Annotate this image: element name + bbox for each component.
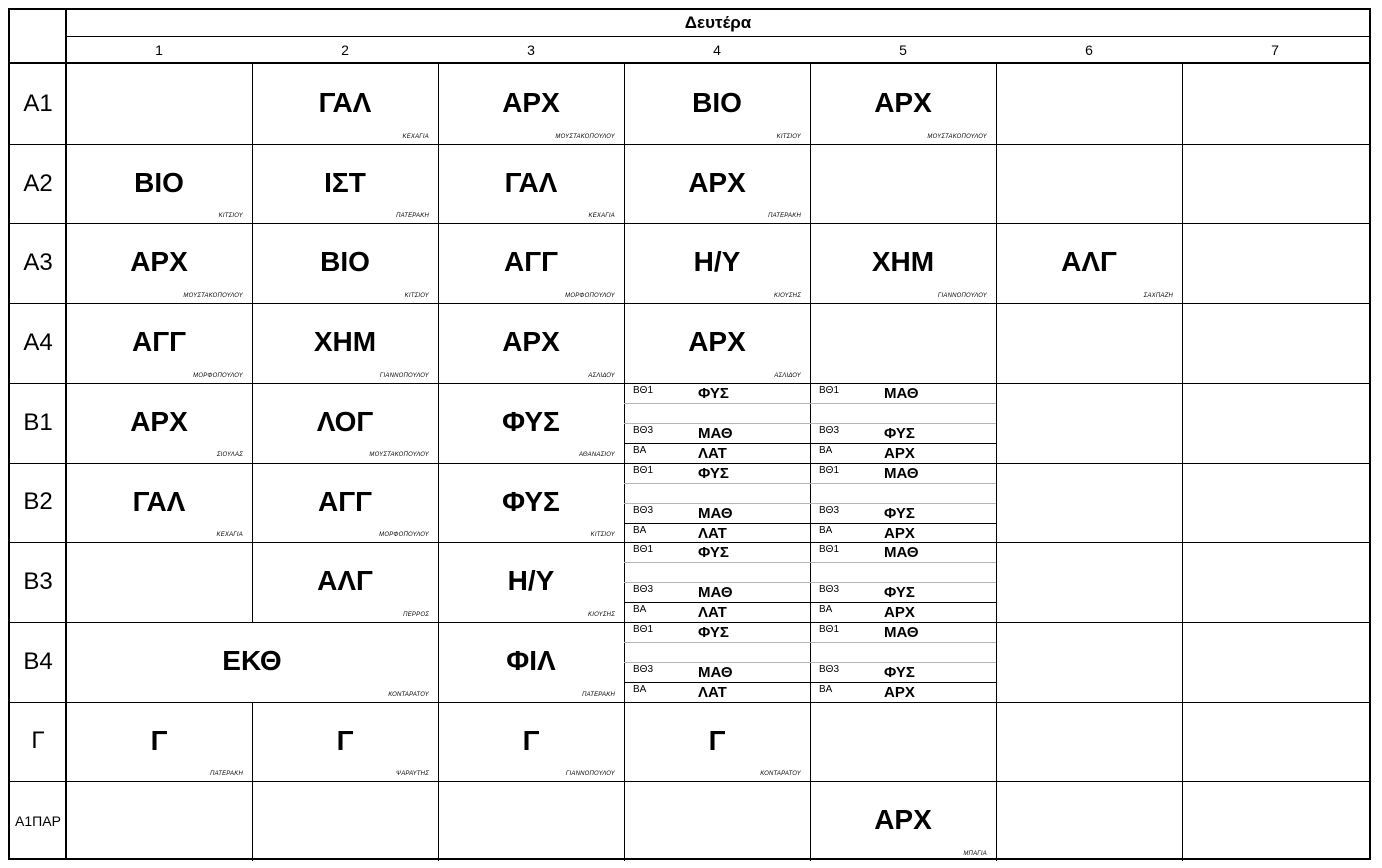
group-slot[interactable]	[810, 643, 996, 663]
group-slot[interactable]	[810, 464, 996, 484]
group-slot[interactable]	[810, 563, 996, 583]
lesson-cell[interactable]	[66, 144, 252, 224]
lesson-cell[interactable]	[252, 542, 438, 622]
period-number: 2	[341, 42, 349, 58]
lesson-subject: ΑΓΓ	[318, 485, 372, 517]
column-divider	[252, 781, 253, 861]
group-subject: ΑΡΧ	[884, 683, 915, 701]
column-divider	[996, 463, 997, 543]
lesson-cell[interactable]	[438, 622, 624, 702]
lesson-cell[interactable]	[810, 64, 996, 144]
group-split-cell[interactable]	[624, 542, 810, 622]
row-label: Β4	[23, 647, 53, 675]
group-subject: ΛΑΤ	[698, 524, 727, 542]
lesson-subject: ΓΑΛ	[504, 166, 558, 198]
lesson-subject: Γ	[522, 724, 540, 756]
lesson-subject: ΦΥΣ	[502, 405, 560, 437]
lesson-cell[interactable]	[438, 702, 624, 782]
lesson-teacher: ΜΟΥΣΤΑΚΟΠΟΥΛΟΥ	[555, 133, 615, 140]
lesson-teacher: ΚΙΟΥΣΗΣ	[774, 293, 801, 300]
group-label: ΒΑ	[633, 604, 647, 616]
column-divider	[996, 303, 997, 383]
lesson-cell[interactable]	[252, 144, 438, 224]
group-label: ΒΘ3	[819, 504, 840, 516]
lesson-subject: Γ	[336, 724, 354, 756]
lesson-teacher: ΠΑΤΕΡΑΚΗ	[210, 771, 243, 778]
column-divider	[438, 781, 439, 861]
group-slot[interactable]	[624, 683, 810, 703]
row-label: Β1	[23, 408, 53, 436]
lesson-cell[interactable]	[252, 463, 438, 543]
group-subject: ΦΥΣ	[884, 584, 915, 602]
lesson-teacher: ΚΟΝΤΑΡΑΤΟΥ	[388, 691, 429, 698]
lesson-subject: ΦΥΣ	[502, 485, 560, 517]
lesson-teacher: ΚΕΧΑΓΙΑ	[402, 133, 429, 140]
group-label: ΒΘ3	[633, 424, 654, 436]
group-label: ΒΑ	[819, 604, 833, 616]
lesson-subject: ΧΗΜ	[313, 326, 377, 358]
lesson-subject: Η/Υ	[507, 565, 555, 597]
lesson-subject: ΑΓΓ	[132, 326, 186, 358]
column-divider	[1182, 303, 1183, 383]
row-label: Γ	[31, 727, 45, 755]
column-divider	[810, 144, 811, 224]
lesson-teacher: ΨΑΡΑΥΤΗΣ	[396, 771, 429, 778]
group-subject: ΜΑΘ	[698, 663, 733, 681]
group-split-cell[interactable]	[624, 463, 810, 543]
column-divider	[996, 144, 997, 224]
lesson-teacher: ΚΙΤΣΙΟΥ	[218, 213, 243, 220]
group-label: ΒΑ	[819, 524, 833, 536]
column-divider	[1182, 781, 1183, 861]
group-slot[interactable]	[810, 623, 996, 643]
column-divider	[996, 383, 997, 463]
column-divider	[1182, 64, 1183, 144]
group-slot[interactable]	[624, 424, 810, 444]
lesson-cell[interactable]	[66, 702, 252, 782]
lesson-teacher: ΜΟΡΦΟΠΟΥΛΟΥ	[379, 532, 429, 539]
group-slot[interactable]	[624, 444, 810, 464]
group-slot[interactable]	[810, 524, 996, 544]
group-slot[interactable]	[810, 543, 996, 563]
group-slot[interactable]	[624, 384, 810, 404]
group-subject: ΑΡΧ	[884, 524, 915, 542]
group-split-cell[interactable]	[810, 622, 996, 702]
row-divider	[10, 781, 1369, 782]
group-subject: ΜΑΘ	[884, 623, 919, 641]
lesson-cell[interactable]	[438, 303, 624, 383]
group-slot[interactable]	[624, 643, 810, 663]
lesson-teacher: ΜΟΡΦΟΠΟΥΛΟΥ	[193, 372, 243, 379]
column-divider	[624, 781, 625, 861]
group-subject: ΦΥΣ	[698, 464, 729, 482]
lesson-cell[interactable]	[438, 383, 624, 463]
period-number: 5	[899, 42, 907, 58]
row-label: Β2	[23, 488, 53, 516]
group-label: ΒΘ3	[633, 663, 654, 675]
lesson-teacher: ΠΑΤΕΡΑΚΗ	[582, 691, 615, 698]
lesson-teacher: ΠΑΤΕΡΑΚΗ	[768, 213, 801, 220]
period-number: 1	[155, 42, 163, 58]
group-slot[interactable]	[624, 583, 810, 603]
group-subject: ΜΑΘ	[698, 424, 733, 442]
lesson-subject: Γ	[150, 724, 168, 756]
row-label: Α1ΠΑΡ	[15, 813, 61, 830]
lesson-teacher: ΑΘΑΝΑΣΙΟΥ	[578, 452, 615, 459]
lesson-subject: ΙΣΤ	[324, 166, 366, 198]
column-divider	[996, 781, 997, 861]
lesson-subject: ΓΑΛ	[132, 485, 186, 517]
lesson-teacher: ΣΑΧΠΑΖΗ	[1143, 293, 1173, 300]
group-slot[interactable]	[624, 543, 810, 563]
lesson-teacher: ΜΟΥΣΤΑΚΟΠΟΥΛΟΥ	[927, 133, 987, 140]
lesson-cell[interactable]	[996, 223, 1182, 303]
column-divider	[1182, 383, 1183, 463]
group-subject: ΜΑΘ	[884, 384, 919, 402]
group-label: ΒΑ	[633, 683, 647, 695]
group-subject: ΦΥΣ	[884, 424, 915, 442]
lesson-cell[interactable]	[252, 303, 438, 383]
group-slot[interactable]	[624, 663, 810, 683]
column-divider	[1182, 463, 1183, 543]
lesson-subject: ΑΡΧ	[130, 246, 188, 278]
group-subject: ΦΥΣ	[698, 384, 729, 402]
lesson-cell[interactable]	[252, 383, 438, 463]
lesson-teacher: ΚΙΤΣΙΟΥ	[590, 532, 615, 539]
lesson-teacher: ΓΙΑΝΝΟΠΟΥΛΟΥ	[565, 771, 615, 778]
lesson-subject: ΑΡΧ	[130, 405, 188, 437]
column-divider	[810, 702, 811, 782]
day-title: Δευτέρα	[684, 13, 752, 32]
group-slot[interactable]	[624, 623, 810, 643]
group-label: ΒΑ	[819, 683, 833, 695]
group-slot[interactable]	[810, 603, 996, 623]
lesson-subject: ΦΙΛ	[506, 644, 556, 676]
lesson-cell[interactable]	[66, 303, 252, 383]
group-slot[interactable]	[624, 524, 810, 544]
lesson-teacher: ΚΕΧΑΓΙΑ	[588, 213, 615, 220]
group-slot[interactable]	[810, 444, 996, 464]
column-divider	[1182, 622, 1183, 702]
group-subject: ΜΑΘ	[698, 504, 733, 522]
lesson-cell[interactable]	[438, 64, 624, 144]
lesson-cell[interactable]	[438, 542, 624, 622]
group-split-cell[interactable]	[624, 383, 810, 463]
group-subject: ΜΑΘ	[884, 464, 919, 482]
group-label: ΒΘ1	[819, 384, 840, 396]
group-slot[interactable]	[624, 603, 810, 623]
lesson-teacher: ΜΟΥΣΤΑΚΟΠΟΥΛΟΥ	[369, 452, 429, 459]
column-divider	[810, 303, 811, 383]
lesson-teacher: ΚΙΤΣΙΟΥ	[776, 133, 801, 140]
lesson-teacher: ΣΙΟΥΛΑΣ	[216, 452, 243, 459]
group-label: ΒΘ3	[633, 504, 654, 516]
lesson-cell[interactable]	[624, 223, 810, 303]
timetable-grid	[8, 8, 1371, 860]
group-label: ΒΑ	[633, 524, 647, 536]
lesson-subject: ΕΚΘ	[222, 644, 282, 676]
group-label: ΒΘ3	[819, 663, 840, 675]
group-subject: ΛΑΤ	[698, 604, 727, 622]
lesson-teacher: ΜΟΡΦΟΠΟΥΛΟΥ	[565, 293, 615, 300]
row-label: Α4	[23, 328, 53, 356]
group-slot[interactable]	[810, 424, 996, 444]
lesson-teacher: ΚΙΤΣΙΟΥ	[404, 293, 429, 300]
lesson-subject: Γ	[708, 724, 726, 756]
group-slot[interactable]	[810, 504, 996, 524]
period-number: 4	[713, 42, 721, 58]
lesson-teacher: ΜΠΑΓΙΑ	[963, 850, 987, 857]
group-slot[interactable]	[810, 663, 996, 683]
lesson-cell[interactable]	[624, 303, 810, 383]
group-subject: ΑΡΧ	[884, 604, 915, 622]
lesson-cell[interactable]	[438, 144, 624, 224]
lesson-cell[interactable]	[252, 702, 438, 782]
lesson-teacher: ΓΙΑΝΝΟΠΟΥΛΟΥ	[937, 293, 987, 300]
group-subject: ΜΑΘ	[698, 584, 733, 602]
lesson-subject: Η/Υ	[693, 246, 741, 278]
group-slot[interactable]	[810, 683, 996, 703]
column-divider	[996, 702, 997, 782]
row-label: Α1	[23, 89, 53, 117]
lesson-subject: ΓΑΛ	[318, 87, 372, 118]
lesson-cell[interactable]	[810, 223, 996, 303]
lesson-cell[interactable]	[438, 223, 624, 303]
group-slot[interactable]	[810, 404, 996, 424]
lesson-cell[interactable]	[66, 223, 252, 303]
group-slot[interactable]	[624, 464, 810, 484]
lesson-subject: ΑΛΓ	[317, 565, 373, 597]
group-split-cell[interactable]	[810, 463, 996, 543]
lesson-teacher: ΠΑΤΕΡΑΚΗ	[396, 213, 429, 220]
column-divider	[1182, 144, 1183, 224]
group-subject: ΦΥΣ	[884, 504, 915, 522]
lesson-cell[interactable]	[624, 144, 810, 224]
lesson-teacher: ΑΣΛΙΔΟΥ	[774, 372, 801, 379]
lesson-subject: ΑΡΧ	[874, 804, 932, 836]
lesson-subject: ΑΡΧ	[688, 166, 746, 198]
lesson-subject: ΧΗΜ	[871, 246, 935, 278]
group-subject: ΛΑΤ	[698, 683, 727, 701]
group-label: ΒΘ1	[819, 544, 840, 556]
lesson-teacher: ΜΟΥΣΤΑΚΟΠΟΥΛΟΥ	[183, 293, 243, 300]
lesson-teacher: ΚΟΝΤΑΡΑΤΟΥ	[760, 771, 801, 778]
group-label: ΒΑ	[633, 444, 647, 456]
column-divider	[996, 542, 997, 622]
lesson-cell[interactable]	[252, 64, 438, 144]
column-divider	[1182, 542, 1183, 622]
group-label: ΒΘ3	[819, 584, 840, 596]
column-divider	[996, 622, 997, 702]
group-label: ΒΑ	[819, 444, 833, 456]
group-subject: ΦΥΣ	[698, 544, 729, 562]
lesson-teacher: ΚΕΧΑΓΙΑ	[216, 532, 243, 539]
lesson-subject: ΑΡΧ	[502, 326, 560, 358]
group-label: ΒΘ3	[819, 424, 840, 436]
lesson-subject: ΑΛΓ	[1061, 246, 1117, 278]
group-subject: ΛΑΤ	[698, 444, 727, 462]
lesson-subject: ΑΡΧ	[874, 87, 932, 118]
group-subject: ΜΑΘ	[884, 544, 919, 562]
group-label: ΒΘ1	[633, 623, 654, 635]
group-split-cell[interactable]	[810, 542, 996, 622]
group-label: ΒΘ3	[633, 584, 654, 596]
group-split-cell[interactable]	[810, 383, 996, 463]
group-label: ΒΘ1	[633, 464, 654, 476]
group-subject: ΦΥΣ	[698, 623, 729, 641]
group-slot[interactable]	[624, 484, 810, 504]
lesson-cell[interactable]	[438, 463, 624, 543]
group-slot[interactable]	[810, 484, 996, 504]
row-label: Α2	[23, 169, 53, 197]
column-divider	[996, 64, 997, 144]
lesson-cell[interactable]	[66, 383, 252, 463]
lesson-subject: ΒΙΟ	[134, 166, 184, 198]
lesson-subject: ΒΙΟ	[320, 246, 370, 278]
lesson-subject: ΛΟΓ	[316, 405, 374, 437]
period-number: 3	[527, 42, 535, 58]
lesson-teacher: ΑΣΛΙΔΟΥ	[588, 372, 615, 379]
group-slot[interactable]	[624, 404, 810, 424]
group-slot[interactable]	[810, 384, 996, 404]
group-label: ΒΘ1	[819, 464, 840, 476]
lesson-cell[interactable]	[66, 463, 252, 543]
group-split-cell[interactable]	[624, 622, 810, 702]
lesson-teacher: ΠΕΡΡΟΣ	[403, 611, 429, 618]
lesson-subject: ΑΡΧ	[688, 326, 746, 358]
group-label: ΒΘ1	[819, 623, 840, 635]
lesson-cell[interactable]	[624, 64, 810, 144]
lesson-cell[interactable]	[624, 702, 810, 782]
period-number: 7	[1271, 42, 1279, 58]
lesson-cell[interactable]	[252, 223, 438, 303]
group-slot[interactable]	[810, 583, 996, 603]
lesson-cell[interactable]	[66, 622, 438, 702]
group-slot[interactable]	[624, 563, 810, 583]
lesson-teacher: ΓΙΑΝΝΟΠΟΥΛΟΥ	[379, 372, 429, 379]
lesson-subject: ΑΡΧ	[502, 87, 560, 118]
row-label: Β3	[23, 568, 53, 596]
lesson-subject: ΑΓΓ	[504, 246, 558, 278]
column-divider	[1182, 223, 1183, 303]
period-number: 6	[1085, 42, 1093, 58]
group-subject: ΑΡΧ	[884, 444, 915, 462]
group-label: ΒΘ1	[633, 544, 654, 556]
lesson-subject: ΒΙΟ	[692, 87, 742, 118]
lesson-cell[interactable]	[810, 781, 996, 861]
row-label: Α3	[23, 249, 53, 277]
group-subject: ΦΥΣ	[884, 663, 915, 681]
group-label: ΒΘ1	[633, 384, 654, 396]
lesson-teacher: ΚΙΟΥΣΗΣ	[588, 611, 615, 618]
group-slot[interactable]	[624, 504, 810, 524]
column-divider	[1182, 702, 1183, 782]
